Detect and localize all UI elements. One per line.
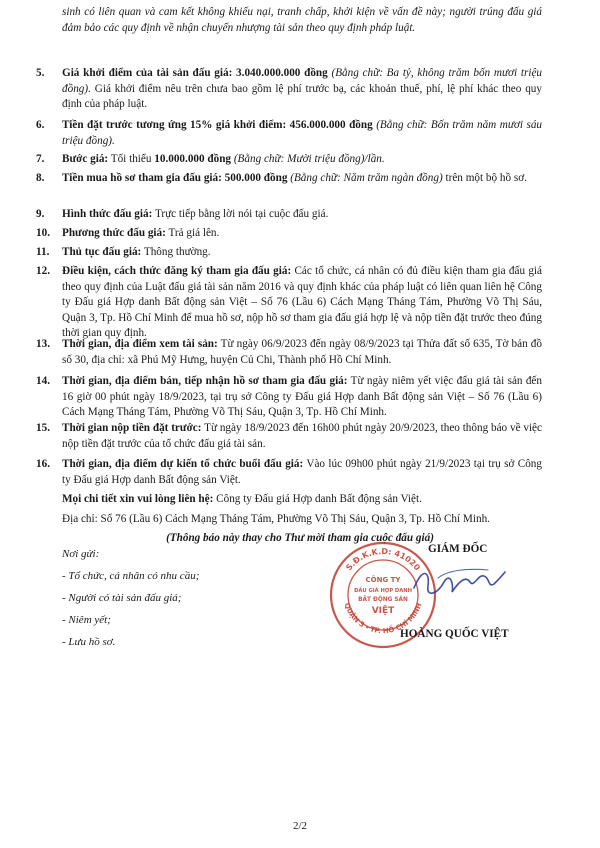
stamp-bottom-text: QUẬN 3 - TP. HỒ CHÍ MINH — [342, 601, 424, 636]
item-auction-form — [36, 207, 542, 223]
handwritten-signature — [408, 558, 508, 608]
item-label: Hình thức đấu giá: — [62, 208, 153, 220]
item-note: (Bằng chữ: Ba tỷ, không trăm bốn mươi triệu đồng). — [62, 67, 542, 95]
item-label: Tiền đặt trước tương ứng 15% giá khởi điểm: 456.000.000 đồng — [62, 119, 373, 131]
contact-line — [62, 492, 542, 508]
recipients-block — [62, 543, 199, 653]
recipient-item: - Người có tài sản đấu giá; — [62, 592, 182, 604]
item-starting-price — [36, 66, 542, 113]
item-note: (Bằng chữ: Mười triệu đồng)/lần. — [231, 153, 385, 165]
page-number: 2/2 — [292, 820, 308, 832]
item-label: Thời gian, địa điểm dự kiến tổ chức buổi đấu giá: — [62, 458, 304, 470]
item-text: Từ ngày 18/9/2023 đến 16h00 phút ngày 20/9/2023, theo thông báo về việc nộp tiền đặt trước của tổ chức đấu giá tài sản. — [62, 422, 542, 450]
item-label: Bước giá: — [62, 153, 109, 165]
item-label: Thời gian, địa điểm bán, tiếp nhận hồ sơ tham gia đấu giá: — [62, 375, 348, 387]
item-procedure — [36, 245, 542, 261]
item-viewing — [36, 337, 542, 368]
item-text: Từ ngày 06/9/2023 đến ngày 08/9/2023 tại Thửa đất số 635, Tờ bản đồ số 30, địa chỉ: xã Phú Mỹ Hưng, huyện Củ Chi, Thành phố Hồ Chí Minh. — [62, 338, 542, 366]
item-number: 11. — [36, 246, 50, 258]
recipients-header: Nơi gửi: — [62, 548, 100, 560]
item-deposit — [36, 118, 542, 149]
item-price-step — [36, 152, 542, 168]
stamp-line: VIỆT — [371, 606, 395, 616]
item-text: Trực tiếp bằng lời nói tại cuộc đấu giá. — [152, 208, 329, 220]
recipient-item: - Tổ chức, cá nhân có nhu cầu; — [62, 570, 200, 582]
signer-name: HOÀNG QUỐC VIỆT — [400, 628, 509, 640]
item-number: 8. — [36, 172, 45, 184]
item-number: 7. — [36, 153, 45, 165]
notice-line: (Thông báo này thay cho Thư mời tham gia cuộc đấu giá) — [166, 532, 434, 544]
item-label: Thời gian nộp tiền đặt trước: — [62, 422, 202, 434]
item-number: 5. — [36, 67, 45, 79]
stamp-line: CÔNG TY — [365, 576, 401, 584]
item-auction-session — [36, 457, 542, 488]
recipient-item: - Niêm yết; — [62, 614, 111, 626]
item-number: 14. — [36, 375, 50, 387]
contact-label: Mọi chi tiết xin vui lòng liên hệ: — [62, 493, 214, 505]
item-label: Điều kiện, cách thức đăng ký tham gia đấu giá: — [62, 265, 292, 277]
item-text: Vào lúc 09h00 phút ngày 21/9/2023 tại trụ sở Công ty Đấu giá Hợp danh Bất động sản Việt. — [62, 458, 542, 486]
item-number: 9. — [36, 208, 45, 220]
item-auction-method — [36, 226, 542, 242]
item-number: 10. — [36, 227, 50, 239]
item-number: 12. — [36, 265, 50, 277]
item-text: Giá khởi điểm nêu trên chưa bao gồm lệ phí trước bạ, các khoản thuế, phí, lệ phí khác theo quy định của pháp luật. — [62, 82, 542, 111]
item-text: Tối thiểu — [108, 153, 155, 165]
item-amount: 10.000.000 đồng — [154, 153, 232, 165]
item-label: Thời gian, địa điểm xem tài sản: — [62, 338, 218, 350]
stamp-ring-text: S.Đ.K.K.D: 41020 — [344, 546, 422, 573]
stamp-line: ĐẤU GIÁ HỢP DANH — [354, 588, 412, 594]
item-registration — [36, 264, 542, 342]
item-label: Tiền mua hồ sơ tham gia đấu giá: 500.000 đồng — [62, 172, 288, 184]
item-dossier-sale — [36, 374, 542, 421]
item-deposit-time — [36, 421, 542, 452]
recipient-item: - Lưu hồ sơ. — [62, 636, 116, 648]
contact-text: Công ty Đấu giá Hợp danh Bất động sản Việt. — [213, 493, 422, 505]
item-text: Trả giá lên. — [165, 227, 220, 239]
item-number: 6. — [36, 119, 45, 131]
item-text: trên một bộ hồ sơ. — [442, 172, 527, 184]
item-dossier-fee — [36, 171, 542, 187]
item-text: Các tổ chức, cá nhân có đủ điều kiện tham gia đấu giá theo quy định của Luật đấu giá tài sản năm 2016 và quy định khác của pháp luật có liên quan liên hệ Công ty Đấu giá Hợp danh Bất động sản Việt – Số 76 (Lầu 6) Cách Mạng Tháng Tám, Phường Võ Thị Sáu, Quận 3, Tp. Hồ Chí Minh để mua hồ sơ, nộp hồ sơ tham gia đấu giá hợp lệ và nộp tiền đặt trước theo đúng thời gian quy định. — [62, 265, 542, 340]
item-note: (Bằng chữ: Bốn trăm năm mươi sáu triệu đồng). — [62, 119, 543, 147]
stamp-line: BẤT ĐỘNG SẢN — [358, 597, 408, 603]
address-line: Địa chỉ: Số 76 (Lầu 6) Cách Mạng Tháng Tám, Phường Võ Thị Sáu, Quận 3, Tp. Hồ Chí Minh. — [62, 513, 490, 525]
item-label: Giá khởi điểm của tài sản đấu giá: 3.040.000.000 đồng — [62, 67, 328, 79]
item-label: Phương thức đấu giá: — [62, 227, 166, 239]
item-label: Thủ tục đấu giá: — [62, 246, 142, 258]
signer-title: GIÁM ĐỐC — [428, 543, 488, 555]
item-number: 15. — [36, 422, 50, 434]
item-number: 16. — [36, 458, 50, 470]
item-note: (Bằng chữ: Năm trăm ngàn đồng) — [287, 172, 443, 184]
item-text: Thông thường. — [141, 246, 211, 258]
item-number: 13. — [36, 338, 50, 350]
intro-paragraph: sinh có liên quan và cam kết không khiếu nại, tranh chấp, khởi kiện về vấn đề này; người trúng đấu giá đảm bảo các quy định về nhận chuyển nhượng tài sản theo quy định pháp luật. — [62, 6, 542, 34]
item-text: Từ ngày niêm yết việc đấu giá tài sản đến 16 giờ 00 phút ngày 18/9/2023, tại trụ sở Công ty Đấu giá Hợp danh Bất động sản Việt – Số 76 (Lầu 6) Cách Mạng Tháng Tám, Phường Võ Thị Sáu, Quận 3, Tp. Hồ Chí Minh. — [62, 375, 542, 419]
